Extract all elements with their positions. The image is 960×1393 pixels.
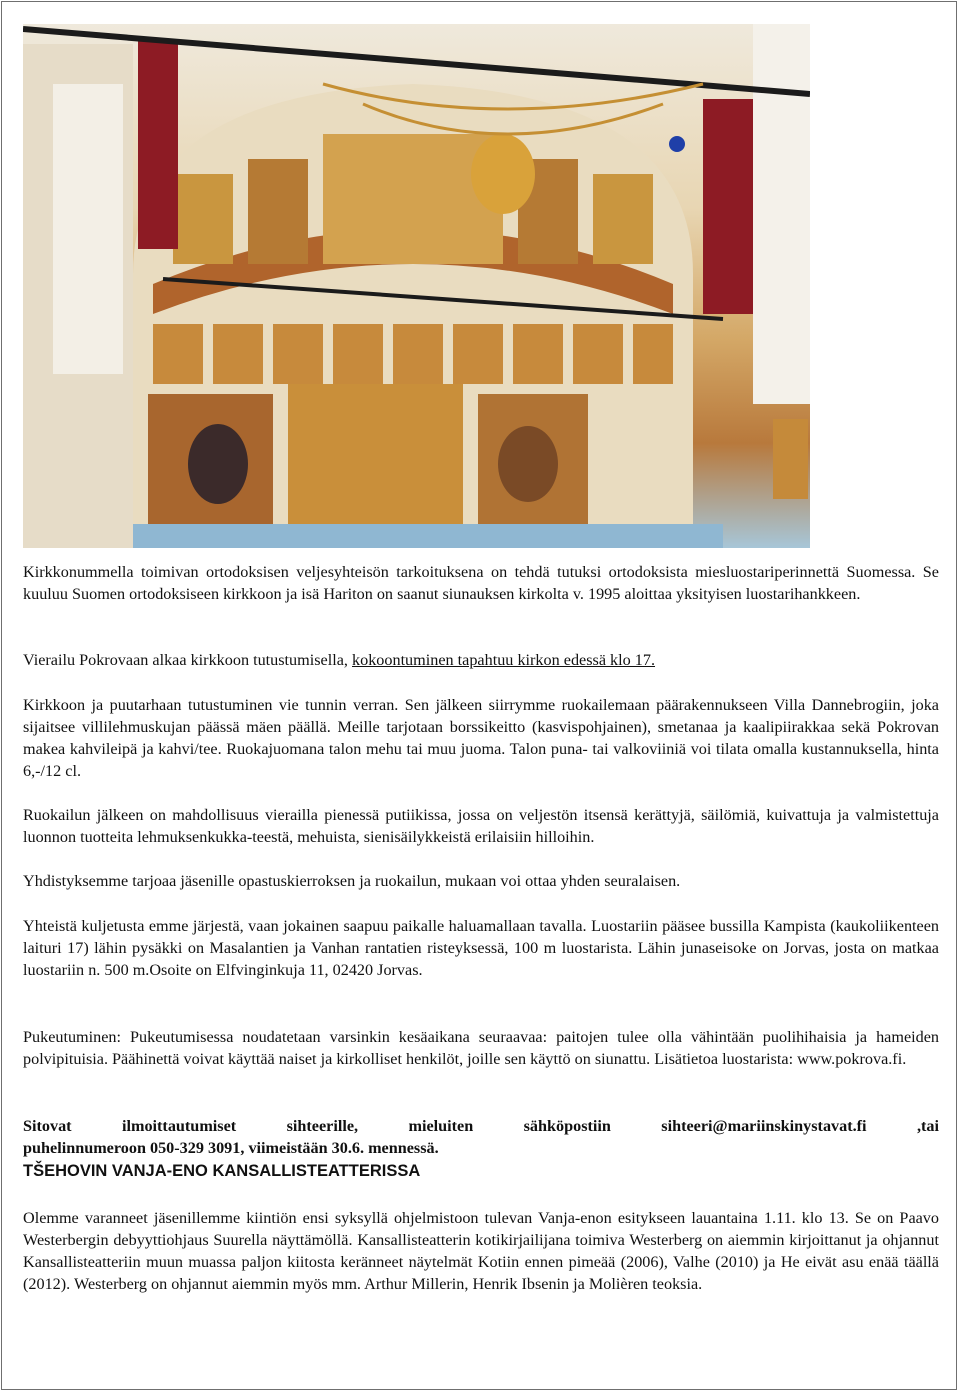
tour-text: Kirkkoon ja puutarhaan tutustuminen vie tunnin verran. Sen jälkeen siirrymme ruokailemaan päärakennukseen Villa Dannebrogiin, joka sijaitsee villilehmuskujan päässä mäen päällä. Meille tarjotaan borssikeitto (kasvispohjainen), smetanaa ja kaalipiirakkaa sekä Pokrovan makea kahvileipä ja kahvi/tee. Ruokajuomana talon mehu tai muu juoma. Talon puna- tai valkoviiniä voi tilata omalla kustannuksella, hinta 6,-/12 cl. [23, 696, 939, 780]
registration-line-2: puhelinnumeroon 050-329 3091, viimeistään 30.6. mennessä. [23, 1139, 439, 1157]
church-iconostasis-photo [23, 24, 810, 548]
meeting-info-link[interactable]: kokoontuminen tapahtuu kirkon edessä klo 17. [352, 651, 656, 669]
intro-paragraph [23, 561, 939, 605]
offer-paragraph [23, 870, 939, 892]
registration-line-1: Sitovat ilmoittautumiset sihteerille, mieluiten sähköpostiin sihteeri@mariinskinystavat.fi ,tai [23, 1117, 939, 1135]
section-heading [23, 1160, 939, 1182]
dress-code-paragraph [23, 1026, 939, 1070]
theatre-text: Olemme varanneet jäsenillemme kiintiön ensi syksyllä ohjelmistoon tulevan Vanja-enon esitykseen lauantaina 1.11. klo 13. Se on Paavo Westerbergin debyyttiohjaus Suurella näyttämöllä. Kansallisteatterin kotikirjailijana toimiva Westerberg on aiemmin kirjoittanut ja ohjannut Kansallisteatteriin muun muassa paljon kiitosta keränneet näytelmät Kotiin ennen pimeää (2006), Valhe (2010) ja He eivät asu enää täällä (2012). Westerberg on ohjannut aiemmin myös mm. Arthur Millerin, Henrik Ibsenin ja Molièren teoksia. [23, 1209, 939, 1293]
registration-paragraph [23, 1115, 939, 1159]
transport-paragraph [23, 915, 939, 981]
transport-text: Yhteistä kuljetusta emme järjestä, vaan jokainen saapuu paikalle haluamallaan tavalla. Luostariin pääsee bussilla Kampista (kaukoliikenteen laituri 17) lähin pysäkki on Masalantien ja Vanhan rantatien risteyksessä, 100 m luostarista. Lähin junaseisoke on Jorvas, josta on matkaa luostariin n. 500 m.Osoite on Elfvinginkuja 11, 02420 Jorvas. [23, 917, 939, 979]
theatre-heading: TŠEHOVIN VANJA-ENO KANSALLISTEATTERISSA [23, 1162, 421, 1180]
dress-code-text: Pukeutuminen: Pukeutumisessa noudatetaan varsinkin kesäaikana seuraavaa: paitojen tulee olla vähintään puolihihaisia ja hameiden polvipituisia. Päähinettä voivat käyttää naiset ja kirkolliset henkilöt, joille sen käyttö on siunattu. Lisätietoa luostarista: www.pokrova.fi. [23, 1028, 939, 1068]
visit-paragraph [23, 649, 939, 671]
visit-text: Vierailu Pokrovaan alkaa kirkkoon tutustumisella, [23, 651, 352, 669]
offer-text: Yhdistyksemme tarjoaa jäsenille opastuskierroksen ja ruokailun, mukaan voi ottaa yhden seuralaisen. [23, 872, 681, 890]
shop-paragraph [23, 804, 939, 848]
tour-paragraph [23, 694, 939, 782]
shop-text: Ruokailun jälkeen on mahdollisuus vierailla pienessä putiikissa, jossa on veljestön itsensä kerättyjä, säilömiä, kuivattuja ja valmistettuja luonnon tuotteita lehmuksenkukka-teestä, mehuista, sienisäilykkeistä erilaisiin hilloihin. [23, 806, 939, 846]
intro-text: Kirkkonummella toimivan ortodoksisen veljesyhteisön tarkoituksena on tehdä tutuksi ortodoksista miesluostariperinnettä Suomessa. Se kuuluu Suomen ortodoksiseen kirkkoon ja isä Hariton on saanut siunauksen kirkolta v. 1995 aloittaa yksityisen luostarihankkeen. [23, 563, 939, 603]
theatre-paragraph [23, 1207, 939, 1295]
